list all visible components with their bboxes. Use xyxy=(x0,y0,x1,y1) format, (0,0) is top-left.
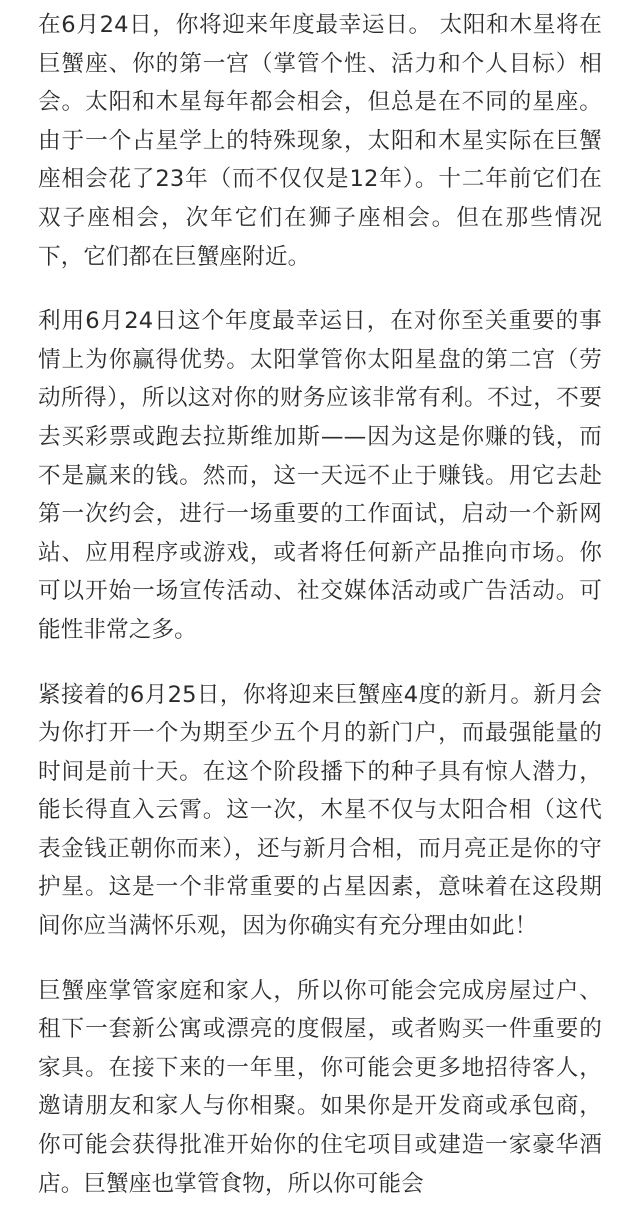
paragraph-4: 巨蟹座掌管家庭和家人，所以你可能会完成房屋过户、租下一套新公寓或漂亮的度假屋，或者购买一件重要的家具。在接下来的一年里，你可能会更多地招待客人，邀请朋友和家人与你相聚。如果你是开发商或承包商，你可能会获得批准开始你的住宅项目或建造一家豪华酒店。巨蟹座也掌管食物，所以你可能会 xyxy=(38,977,602,1197)
paragraph-1: 在6月24日，你将迎来年度最幸运日。 太阳和木星将在巨蟹座、你的第一宫（掌管个性、活力和个人目标）相会。太阳和木星每年都会相会，但总是在不同的星座。由于一个占星学上的特殊现象，太阳和木星实际在巨蟹座相会花了23年（而不仅仅是12年）。十二年前它们在双子座相会，次年它们在狮子座相会。但在那些情况下，它们都在巨蟹座附近。 xyxy=(38,12,602,270)
paragraph-2: 利用6月24日这个年度最幸运日，在对你至关重要的事情上为你赢得优势。太阳掌管你太阳星盘的第二宫（劳动所得），所以这对你的财务应该非常有利。不过，不要去买彩票或跑去拉斯维加斯——因为这是你赚的钱，而不是赢来的钱。然而，这一天远不止于赚钱。用它去赴第一次约会，进行一场重要的工作面试，启动一个新网站、应用程序或游戏，或者将任何新产品推向市场。你可以开始一场宣传活动、社交媒体活动或广告活动。可能性非常之多。 xyxy=(38,308,602,643)
paragraph-3: 紧接着的6月25日，你将迎来巨蟹座4度的新月。新月会为你打开一个为期至少五个月的新门户，而最强能量的时间是前十天。在这个阶段播下的种子具有惊人潜力，能长得直入云霄。这一次，木星不仅与太阳合相（这代表金钱正朝你而来），还与新月合相，而月亮正是你的守护星。这是一个非常重要的占星因素，意味着在这段期间你应当满怀乐观，因为你确实有充分理由如此！ xyxy=(38,681,602,940)
